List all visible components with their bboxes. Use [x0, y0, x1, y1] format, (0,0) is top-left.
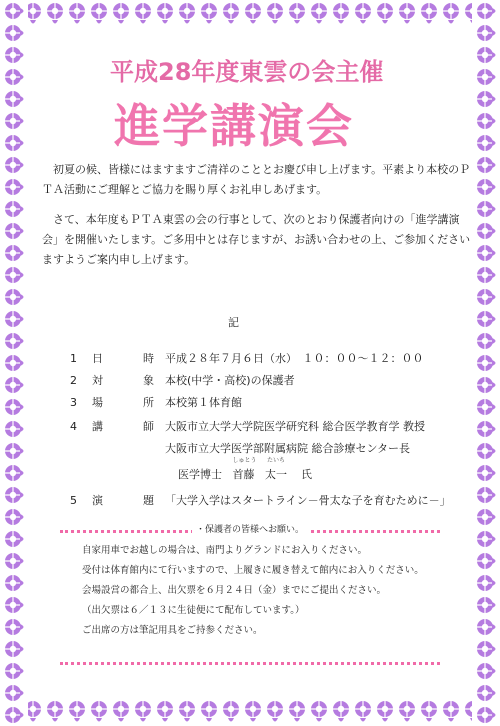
detail-label: 日 時 — [92, 352, 154, 365]
greeting-paragraph: 初夏の候、皆様にはますますご清祥のこととお慶び申し上げます。平素より本校のＰＴＡ活動にご理解とご協力を賜り厚くお礼申しあげます。 — [42, 163, 471, 196]
detail-value: 平成２８年７月６日（水） １０：００～１２：００ — [165, 352, 424, 365]
detail-number: 5 — [70, 494, 77, 507]
notice-line: ご出席の方は筆記用具をご持参ください。 — [82, 625, 263, 636]
detail-label: 演 題 — [92, 494, 154, 507]
event-subtitle: 平成28年度東雲の会主催 — [110, 58, 384, 86]
detail-number: 1 — [70, 352, 77, 365]
floral-border-bottom — [0, 698, 500, 726]
notice-title: ・保護者の皆様へお願い。 — [30, 522, 470, 535]
detail-number: 3 — [70, 396, 77, 409]
detail-label: 対 象 — [92, 374, 154, 387]
document-page — [30, 30, 470, 696]
detail-value: 大阪市立大学大学院医学研究科 総合医学教育学 教授 — [165, 420, 425, 433]
event-title: 進学講演会 — [114, 99, 354, 153]
invitation-paragraph: さて、本年度もＰＴＡ東雲の会の行事として、次のとおり保護者向けの「進学講演会」を開催いたします。ご多用中とは存じますが、お誘い合わせの上、ご参加くださいますようご案内申し上げます。 — [42, 213, 471, 266]
speaker-suffix: 氏 — [301, 468, 312, 481]
speaker-given-name: たいち 太一 — [265, 457, 287, 481]
detail-label: 講 師 — [92, 420, 154, 433]
speaker-prefix: 医学博士 — [178, 468, 222, 481]
speaker-surname: しゅとう 首藤 — [232, 457, 257, 481]
surname-reading: しゅとう — [232, 457, 257, 464]
dotted-divider-bottom — [60, 662, 440, 665]
notice-line: 自家用車でお越しの場合は、南門よりグランドにお入りください。 — [82, 545, 368, 556]
floral-border-top — [0, 0, 500, 28]
detail-label: 場 所 — [92, 396, 154, 409]
ki-heading: 記 — [228, 316, 239, 329]
notice-line: （出欠票は６／１３に生徒便にて配布しています。） — [82, 605, 305, 616]
notice-line: 受付は体育館内にて行いますので、上履きに履き替えて館内にお入りください。 — [82, 565, 424, 576]
floral-border-left — [0, 0, 28, 726]
given-reading: たいち — [266, 457, 285, 464]
speaker-name — [178, 457, 312, 484]
detail-value: 本校(中学・高校)の保護者 — [165, 374, 295, 387]
detail-number: 2 — [70, 374, 77, 387]
detail-number: 4 — [70, 420, 77, 433]
floral-border-right — [472, 0, 500, 726]
detail-value: 「大学入学はスタートライン－骨太な子を育むために－」 — [165, 494, 451, 507]
detail-value: 本校第１体育館 — [165, 396, 242, 409]
detail-value: 大阪市立大学医学部附属病院 総合診療センター長 — [165, 442, 411, 455]
notice-line: 会場設営の都合上、出欠票を６月２４日（金）までにご提出ください。 — [82, 585, 387, 596]
